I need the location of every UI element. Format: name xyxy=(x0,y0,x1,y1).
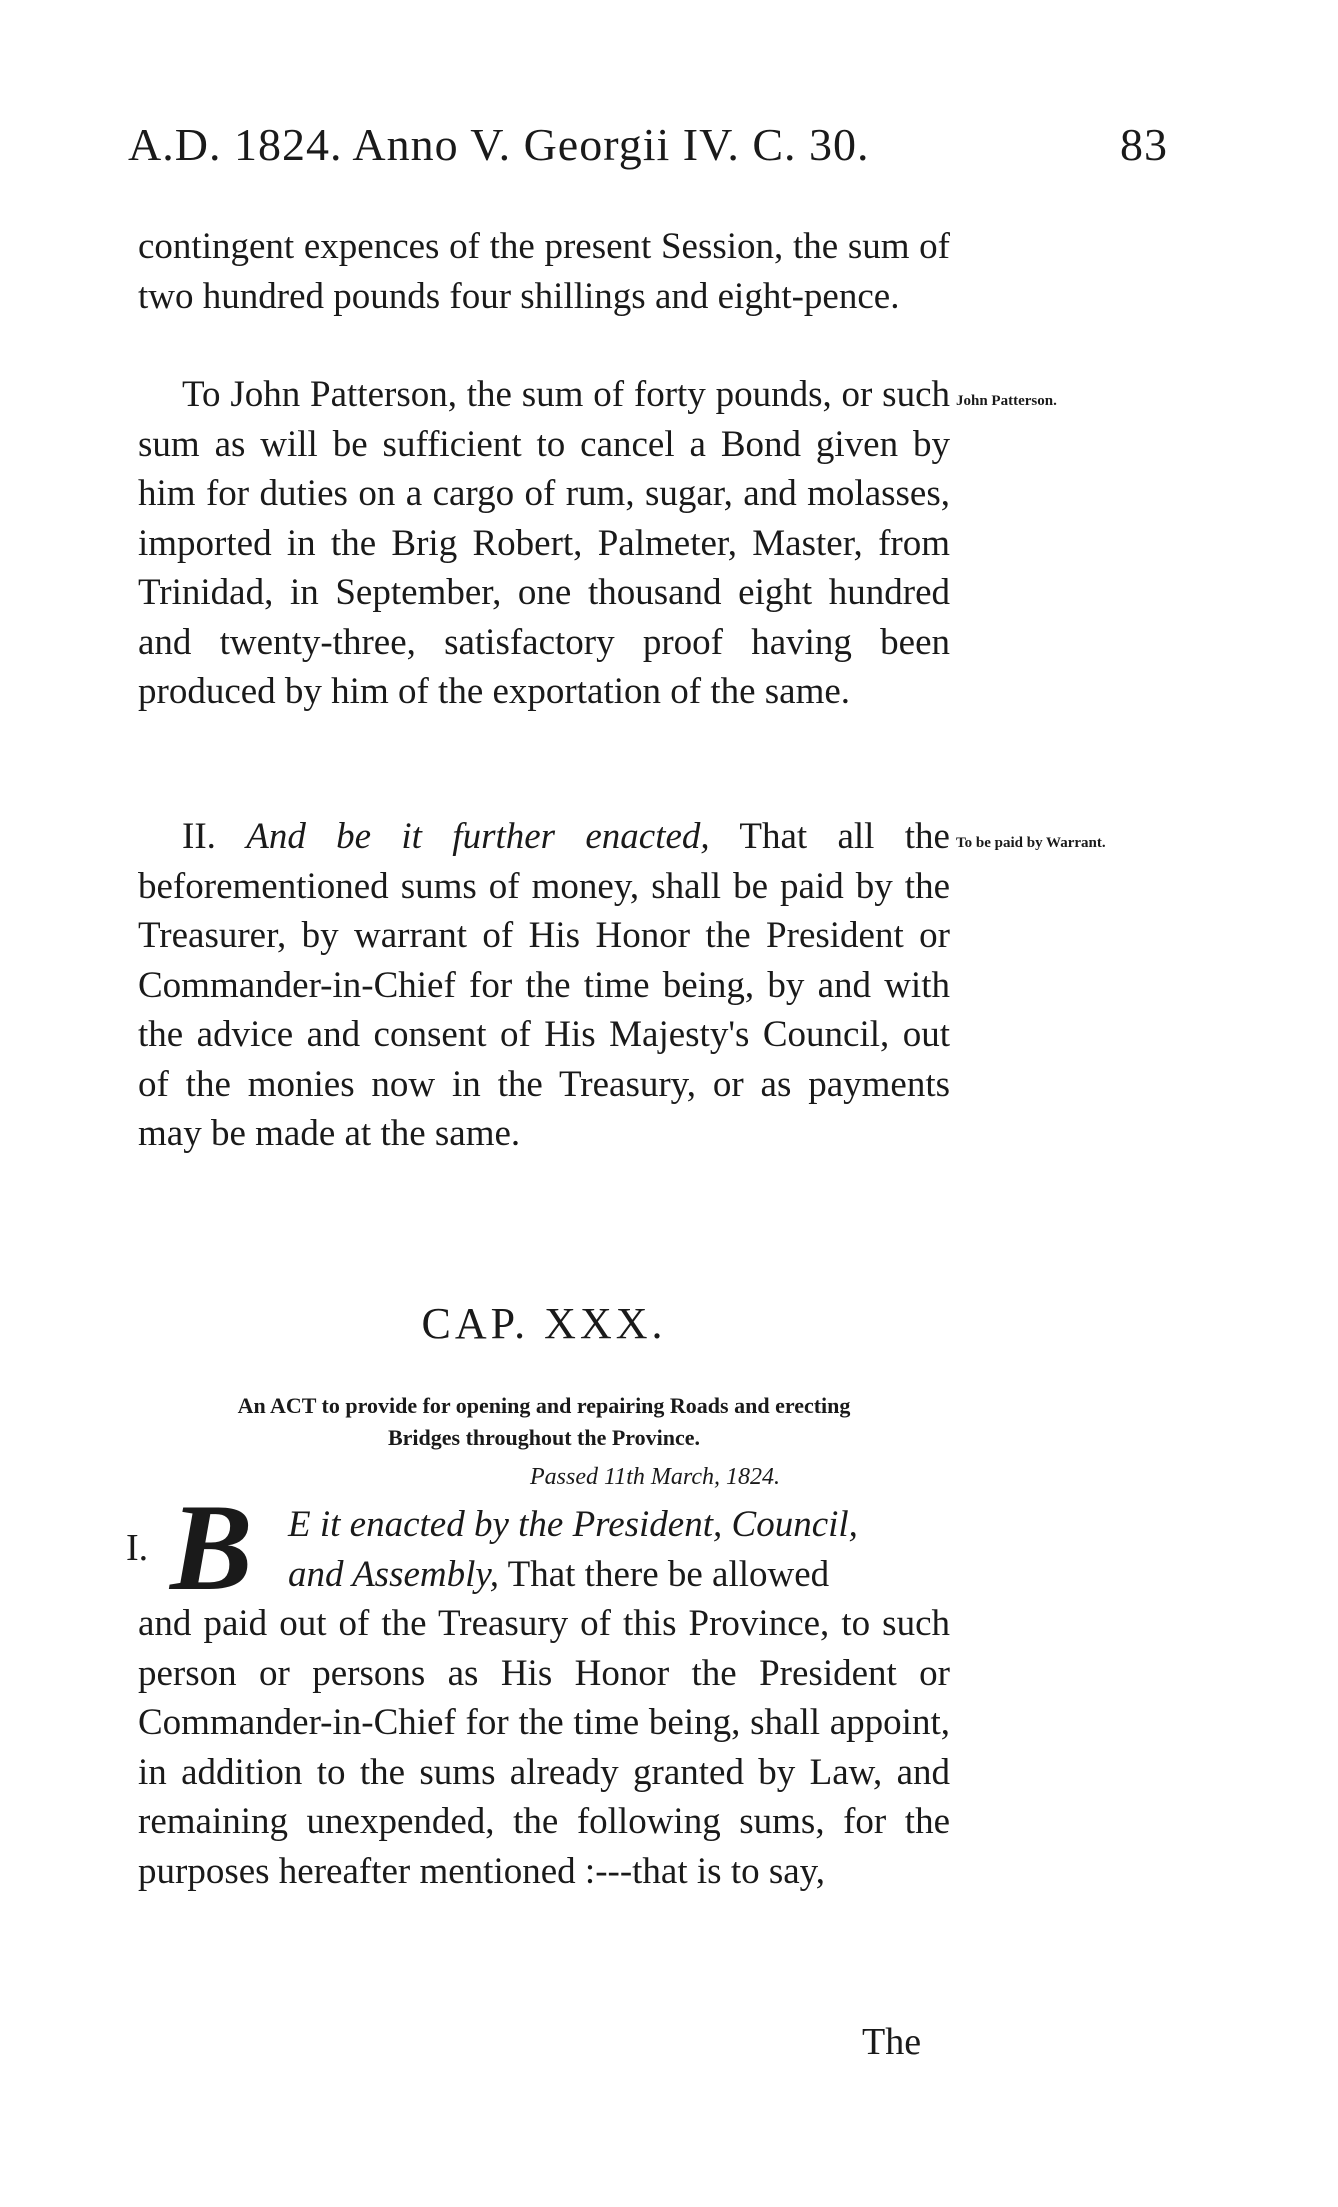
act-title xyxy=(138,1390,950,1454)
chapter-heading xyxy=(0,1298,1338,1349)
act-title-line-2: Bridges throughout the Province. xyxy=(387,1425,701,1450)
catchword: The xyxy=(862,2021,922,2063)
patterson-paragraph xyxy=(138,370,950,717)
enactment-line-2-rest: That there be allowed xyxy=(499,1553,830,1595)
patterson-text: To John Patterson, the sum of forty pounds, or such sum as will be sufficient to cancel a Bond given by him for duties on a cargo of rum, sugar, and molasses, imported in the Brig Robert, Palmeter, Master, from Trinidad, in September, one thousand eight hundred and twenty-three, satisfactory proof having been produced by him of the exportation of the same. xyxy=(138,374,950,712)
drop-cap: B xyxy=(170,1479,253,1616)
continuation-paragraph xyxy=(138,222,950,321)
enactment-number: I. xyxy=(126,1527,149,1569)
margin-note-warrant: To be paid by Warrant. xyxy=(956,835,1106,851)
section-two xyxy=(138,812,950,1159)
enactment-line-2-italic: and Assembly, xyxy=(288,1553,500,1595)
section-two-number: II. xyxy=(182,816,216,857)
running-head xyxy=(128,118,1168,178)
section-two-paragraph xyxy=(138,812,950,1159)
enactment-lead xyxy=(288,1500,950,1599)
enactment-body: and paid out of the Treasury of this Province, to such person or persons as His Honor the President or Commander-in-Chief for the time being, shall appoint, in addition to the sums already granted by Law, and remaining unexpended, the following sums, for the purposes hereafter mentioned :---that is to say, xyxy=(138,1603,950,1892)
chapter-heading-text: CAP. XXX. xyxy=(421,1299,667,1348)
running-head-title: A.D. 1824. Anno V. Georgii IV. C. 30. xyxy=(128,119,870,170)
act-title-line-1: An ACT to provide for opening and repairing Roads and erecting xyxy=(237,1393,851,1418)
enactment-line-1: E it enacted by the President, Council, xyxy=(288,1504,858,1545)
enactment-section xyxy=(126,1479,950,1896)
section-two-lead: And be it further enacted, xyxy=(246,816,710,857)
page-number: 83 xyxy=(1120,119,1168,170)
enactment-line-2 xyxy=(288,1550,950,1600)
section-two-text: That all the beforementioned sums of money, shall be paid by the Treasurer, by warrant of His Honor the President or Commander-in-Chief for the time being, by and with the advice and consent of His Majesty's Council, out of the monies now in the Treasury, or as payments may be made at the same. xyxy=(138,816,950,1154)
passed-date: Passed 11th March, 1824. xyxy=(530,1464,780,1490)
margin-note-patterson: John Patterson. xyxy=(956,393,1057,409)
continuation-text: contingent expences of the present Session, the sum of two hundred pounds four shillings and eight-pence. xyxy=(138,226,950,317)
